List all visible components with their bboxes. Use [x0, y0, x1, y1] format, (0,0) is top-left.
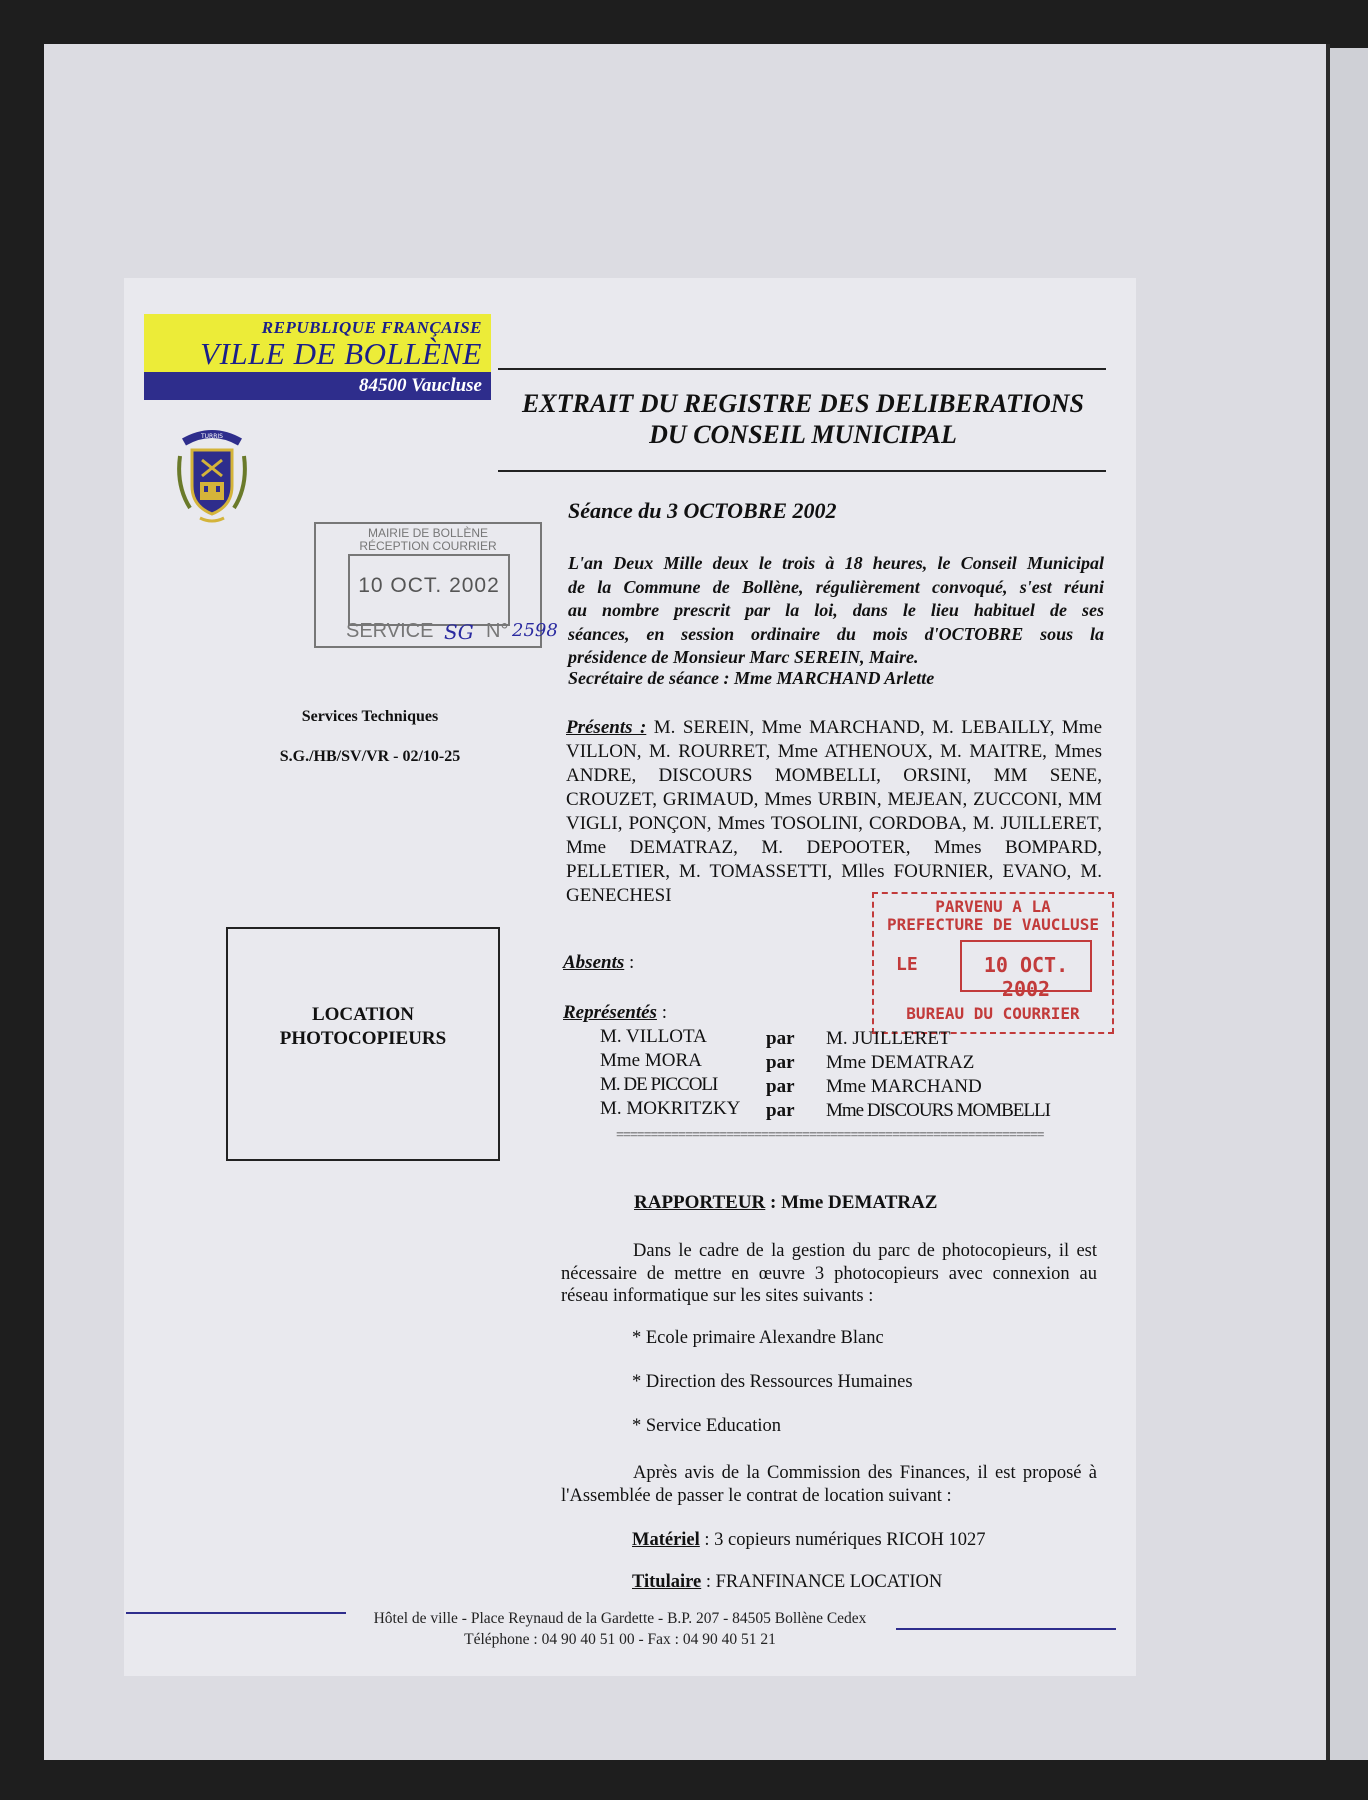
reception-stamp-service-handwritten: SG — [444, 620, 474, 644]
prefecture-stamp-date: 10 OCT. 2002 — [983, 953, 1069, 1001]
site-item: * Direction des Ressources Humaines — [632, 1372, 913, 1392]
titulaire-value: : FRANFINANCE LOCATION — [701, 1572, 943, 1592]
reference-code: S.G./HB/SV/VR - 02/10-25 — [279, 748, 461, 765]
reception-stamp-date: 10 OCT. 2002 — [358, 574, 500, 597]
reception-stamp-number-handwritten: 2598 — [512, 620, 558, 641]
paragraph-proposal: Après avis de la Commission des Finances, il est proposé à l'Assemblée de passer le contrat de location suivant : — [561, 1463, 1097, 1506]
materiel-label: Matériel — [632, 1530, 700, 1550]
reception-stamp — [314, 522, 558, 648]
title-line-1: EXTRAIT DU REGISTRE DES DELIBERATIONS — [521, 389, 1085, 418]
next-page-edge — [1330, 48, 1368, 1760]
site-item: * Ecole primaire Alexandre Blanc — [632, 1328, 884, 1348]
represented-proxy: Mme MARCHAND — [826, 1076, 982, 1097]
absents-colon: : — [624, 952, 635, 973]
represented-member: M. MOKRITZKY — [600, 1098, 741, 1119]
represented-heading — [563, 1002, 667, 1024]
represented-proxy: Mme DISCOURS MOMBELLI — [826, 1100, 1050, 1121]
represented-par: par — [766, 1052, 795, 1073]
materiel-value: : 3 copieurs numériques RICOH 1027 — [699, 1530, 986, 1550]
reception-stamp-line-2: RÉCEPTION COURRIER — [359, 539, 497, 553]
intro-line: L'an Deux Mille deux le trois à 18 heures, le Conseil Municipal — [568, 553, 1104, 573]
prefecture-stamp-line-1: PARVENU A LA — [935, 897, 1051, 916]
presents-label: Présents : — [566, 717, 647, 738]
footer-phone: Téléphone : 04 90 40 51 00 - Fax : 04 90 40 51 21 — [464, 1631, 776, 1648]
title-rule-bottom — [498, 470, 1106, 472]
prefecture-stamp-date-box — [960, 940, 1092, 1001]
intro-line: au nombre prescrit par la loi, dans le lieu habituel de ses — [568, 600, 1104, 620]
subject-line-1: LOCATION — [311, 1004, 415, 1025]
title-line-2: DU CONSEIL MUNICIPAL — [649, 420, 957, 449]
represented-member: M. VILLOTA — [600, 1026, 707, 1047]
represented-member: Mme MORA — [600, 1050, 702, 1071]
subject-line-2: PHOTOCOPIEURS — [279, 1028, 447, 1049]
presents-list: M. SEREIN, Mme MARCHAND, M. LEBAILLY, Mme VILLON, M. ROURRET, Mme ATHENOUX, M. MAITRE, Mmes ANDRE, DISCOURS MOMBELLI, ORSINI, MM SENE, CROUZET, GRIMAUD, Mmes URBIN, MEJEAN, ZUCCONI, MM VIGLI, PONÇON, Mmes TOSOLINI, CORDOBA, M. JUILLERET, Mme DEMATRAZ, M. DEPOOTER, Mmes BOMPARD, PELLETIER, M. TOMASSETTI, Mlles FOURNIER, EVANO, M. GENECHESI — [566, 717, 1103, 906]
letterhead-republic: REPUBLIQUE FRANÇAISE — [261, 318, 482, 337]
paragraph-context: Dans le cadre de la gestion du parc de photocopieurs, il est nécessaire de mettre en œuvre 3 photocopieurs avec connexion au réseau informatique sur les sites suivants : — [561, 1241, 1097, 1306]
footer-rule-right — [896, 1628, 1116, 1630]
site-item: * Service Education — [632, 1416, 781, 1436]
intro-line: séances, en session ordinaire du mois d'OCTOBRE sous la — [568, 623, 1104, 644]
prefecture-stamp — [872, 892, 1114, 1034]
absent-members — [563, 952, 634, 974]
intro-paragraph — [568, 552, 1104, 670]
titulaire-label: Titulaire — [632, 1572, 702, 1592]
intro-line: de la Commune de Bollène, régulièrement convoqué, s'est réuni — [568, 576, 1104, 597]
prefecture-stamp-le: LE — [896, 954, 918, 975]
represented-proxy: M. JUILLERET — [826, 1028, 951, 1049]
represented-label: Représentés — [563, 1002, 657, 1023]
represented-par: par — [766, 1028, 795, 1049]
represented-colon: : — [656, 1002, 667, 1023]
rapporteur-name: : Mme DEMATRAZ — [765, 1192, 938, 1213]
reception-stamp-service-label: SERVICE — [346, 620, 434, 642]
letterhead-city: VILLE DE BOLLÈNE — [200, 336, 482, 371]
represented-proxy: Mme DEMATRAZ — [826, 1052, 975, 1073]
absents-label: Absents — [563, 952, 625, 973]
footer-rule-left — [126, 1612, 346, 1614]
title-rule-top — [498, 368, 1106, 370]
rapporteur-label: RAPPORTEUR — [634, 1192, 766, 1213]
footer-address: Hôtel de ville - Place Reynaud de la Gardette - B.P. 207 - 84505 Bollène Cedex — [373, 1610, 867, 1627]
city-crest-icon — [170, 416, 254, 528]
reception-stamp-number-label: N° — [486, 620, 509, 642]
represented-par: par — [766, 1100, 795, 1121]
document-title — [500, 388, 1106, 450]
session-date: Séance du 3 OCTOBRE 2002 — [568, 498, 837, 523]
represented-member: M. DE PICCOLI — [600, 1074, 718, 1095]
materiel — [632, 1530, 985, 1551]
reception-stamp-date-box — [348, 554, 510, 626]
letterhead-department: 84500 Vaucluse — [359, 375, 482, 396]
represented-par: par — [766, 1076, 795, 1097]
prefecture-stamp-line-2: PREFECTURE DE VAUCLUSE — [887, 915, 1099, 934]
session-secretary: Secrétaire de séance : Mme MARCHAND Arlette — [568, 668, 935, 688]
svg-text:TURRIS: TURRIS — [201, 433, 223, 440]
rapporteur — [634, 1192, 937, 1214]
intro-line: présidence de Monsieur Marc SEREIN, Maire. — [568, 647, 919, 667]
prefecture-stamp-bureau: BUREAU DU COURRIER — [906, 1004, 1080, 1023]
service-name: Services Techniques — [301, 708, 439, 725]
titulaire — [632, 1572, 942, 1593]
reception-stamp-line-1: MAIRIE DE BOLLÈNE — [367, 526, 489, 540]
separator-line: ============================================================== — [616, 1128, 1044, 1143]
subject-box — [226, 927, 500, 1161]
present-members — [566, 716, 1102, 908]
